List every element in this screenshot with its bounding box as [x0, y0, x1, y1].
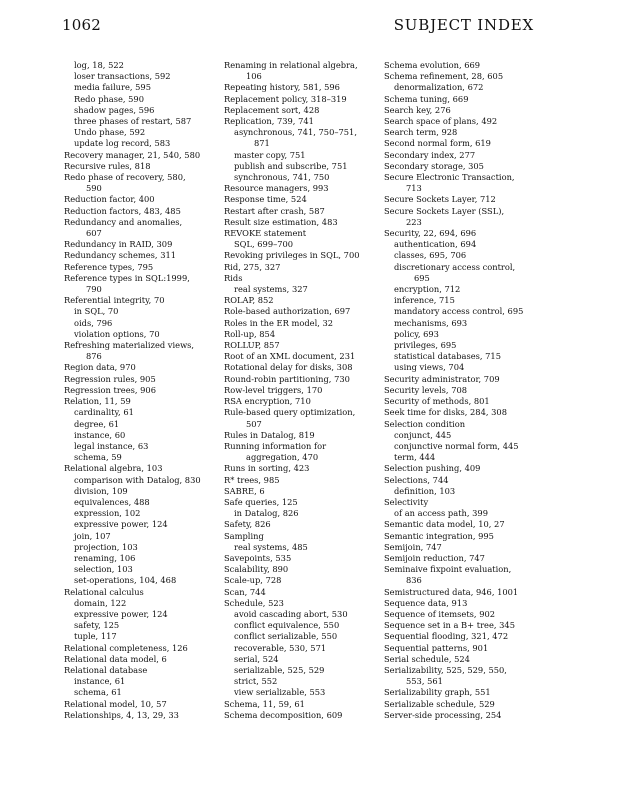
- index-subentry: tuple, 117: [74, 631, 117, 642]
- index-entry: R* trees, 985: [224, 474, 280, 485]
- index-subentry: expressive power, 124: [74, 608, 168, 619]
- index-entry: Sequence data, 913: [384, 597, 468, 608]
- index-entry: Root of an XML document, 231: [224, 351, 356, 362]
- index-entry: RSA encryption, 710: [224, 396, 311, 407]
- index-subentry: instance, 61: [74, 676, 126, 687]
- index-entry: Replication, 739, 741: [224, 116, 314, 127]
- index-entry: Relational calculus: [64, 586, 144, 597]
- index-entry: Schema tuning, 669: [384, 93, 469, 104]
- index-subentry: serializable, 525, 529: [234, 664, 325, 675]
- index-subentry: join, 107: [74, 530, 111, 541]
- index-subentry: oids, 796: [74, 317, 113, 328]
- index-entry-continuation: 590: [86, 183, 102, 194]
- index-entry: Seminaive fixpoint evaluation,: [384, 564, 512, 575]
- index-entry: Secondary index, 277: [384, 149, 476, 160]
- index-subentry: real systems, 485: [234, 541, 308, 552]
- index-subentry: expression, 102: [74, 508, 141, 519]
- index-entry: Role-based authorization, 697: [224, 306, 351, 317]
- index-column-left: [64, 60, 216, 721]
- index-entry: Regression trees, 906: [64, 384, 156, 395]
- index-entry: SABRE, 6: [224, 485, 265, 496]
- index-entry-continuation: 836: [406, 575, 422, 586]
- index-subentry: shadow pages, 596: [74, 104, 155, 115]
- index-subentry: authentication, 694: [394, 239, 477, 250]
- index-subentry: master copy, 751: [234, 149, 306, 160]
- index-subentry: inference, 715: [394, 295, 455, 306]
- index-subentry: encryption, 712: [394, 284, 461, 295]
- index-entry: Renaming in relational algebra,: [224, 60, 358, 70]
- index-entry: Rule-based query optimization,: [224, 407, 356, 418]
- index-subentry: policy, 693: [394, 328, 439, 339]
- index-entry: Sequence of itemsets, 902: [384, 608, 496, 619]
- index-entry: Semistructured data, 946, 1001: [384, 586, 519, 597]
- index-entry: Sampling: [224, 530, 264, 541]
- index-entry: Secondary storage, 305: [384, 160, 484, 171]
- index-entry: Serial schedule, 524: [384, 653, 470, 664]
- index-entry: Redundancy in RAID, 309: [64, 239, 173, 250]
- index-entry: Schedule, 523: [224, 597, 284, 608]
- index-subentry: in Datalog, 826: [234, 508, 299, 519]
- index-entry: Sequential flooding, 321, 472: [384, 631, 509, 642]
- index-entry: Secure Sockets Layer (SSL),: [384, 205, 505, 216]
- index-entry: ROLAP, 852: [224, 295, 274, 306]
- index-subentry: schema, 59: [74, 452, 122, 463]
- index-subentry: discretionary access control,: [394, 261, 516, 272]
- index-subentry: statistical databases, 715: [394, 351, 501, 362]
- index-subentry: cardinality, 61: [74, 407, 134, 418]
- index-subentry: denormalization, 672: [394, 82, 484, 93]
- index-subentry: SQL, 699–700: [234, 239, 294, 250]
- index-entry: Scalability, 890: [224, 564, 289, 575]
- index-entry: Semijoin, 747: [384, 541, 442, 552]
- index-entry: Response time, 524: [224, 194, 307, 205]
- index-entry: Second normal form, 619: [384, 138, 491, 149]
- index-subentry: Undo phase, 592: [74, 127, 146, 138]
- index-entry: Security of methods, 801: [384, 396, 490, 407]
- index-entry: Regression rules, 905: [64, 373, 156, 384]
- index-subentry: domain, 122: [74, 597, 127, 608]
- index-entry: Referential integrity, 70: [64, 295, 165, 306]
- index-entry: Refreshing materialized views,: [64, 340, 195, 351]
- index-entry: Search term, 928: [384, 127, 458, 138]
- index-subentry: projection, 103: [74, 541, 138, 552]
- index-entry: Security administrator, 709: [384, 373, 500, 384]
- index-column-right: [384, 60, 552, 721]
- index-entry: Relational database: [64, 664, 148, 675]
- index-entry-continuation: 507: [246, 418, 262, 429]
- index-entry-continuation: 223: [406, 216, 422, 227]
- index-subentry: conflict serializable, 550: [234, 631, 338, 642]
- index-entry: Reduction factors, 483, 485: [64, 205, 181, 216]
- index-subentry: schema, 61: [74, 687, 122, 698]
- index-entry: Serializability graph, 551: [384, 687, 491, 698]
- index-subentry: set-operations, 104, 468: [74, 575, 177, 586]
- index-entry: Selection condition: [384, 418, 466, 429]
- page-number: 1062: [62, 16, 101, 34]
- index-subentry: instance, 60: [74, 429, 126, 440]
- index-entry: Region data, 970: [64, 362, 136, 373]
- running-title: SUBJECT INDEX: [393, 16, 534, 34]
- index-subentry: violation options, 70: [74, 328, 160, 339]
- index-subentry: log, 18, 522: [74, 60, 124, 70]
- index-entry: Safety, 826: [224, 519, 271, 530]
- index-entry: Rules in Datalog, 819: [224, 429, 315, 440]
- index-entry: Safe queries, 125: [224, 496, 298, 507]
- index-subentry: comparison with Datalog, 830: [74, 474, 201, 485]
- index-entry: Serializability, 525, 529, 550,: [384, 664, 507, 675]
- index-entry: Recursive rules, 818: [64, 160, 151, 171]
- index-entry: Security, 22, 694, 696: [384, 228, 477, 239]
- index-entry: Semantic data model, 10, 27: [384, 519, 505, 530]
- index-subentry: Redo phase, 590: [74, 93, 144, 104]
- index-entry: Rids: [224, 272, 243, 283]
- index-subentry: strict, 552: [234, 676, 278, 687]
- index-entry: Schema evolution, 669: [384, 60, 481, 70]
- index-entry: Secure Electronic Transaction,: [384, 172, 515, 183]
- index-columns: [64, 60, 544, 780]
- index-entry: Security levels, 708: [384, 384, 468, 395]
- index-entry-continuation: 607: [86, 228, 102, 239]
- index-subentry: selection, 103: [74, 564, 133, 575]
- index-entry-continuation: 695: [414, 272, 430, 283]
- page-header: [62, 16, 534, 42]
- index-entry: Relational completeness, 126: [64, 642, 188, 653]
- index-entry: Redundancy schemes, 311: [64, 250, 177, 261]
- index-entry: Server-side processing, 254: [384, 709, 502, 720]
- index-subentry: renaming, 106: [74, 552, 136, 563]
- index-entry: Sequential patterns, 901: [384, 642, 489, 653]
- index-subentry: loser transactions, 592: [74, 71, 171, 82]
- index-subentry: synchronous, 741, 750: [234, 172, 330, 183]
- index-subentry: mechanisms, 693: [394, 317, 468, 328]
- index-entry-continuation: 713: [406, 183, 422, 194]
- index-subentry: term, 444: [394, 452, 436, 463]
- index-entry: Reduction factor, 400: [64, 194, 155, 205]
- index-subentry: privileges, 695: [394, 340, 457, 351]
- index-entry: Running information for: [224, 440, 327, 451]
- index-entry: Schema refinement, 28, 605: [384, 71, 504, 82]
- index-entry: Secure Sockets Layer, 712: [384, 194, 496, 205]
- index-entry: Search space of plans, 492: [384, 116, 498, 127]
- index-subentry: equivalences, 488: [74, 496, 150, 507]
- index-entry: Relational model, 10, 57: [64, 698, 167, 709]
- index-subentry: using views, 704: [394, 362, 465, 373]
- index-subentry: conjunct, 445: [394, 429, 452, 440]
- index-subentry: mandatory access control, 695: [394, 306, 524, 317]
- index-entry: Selections, 744: [384, 474, 449, 485]
- index-entry-continuation: aggregation, 470: [246, 452, 319, 463]
- index-column-middle: [224, 60, 384, 721]
- index-entry: Rotational delay for disks, 308: [224, 362, 353, 373]
- index-entry: Sequence set in a B+ tree, 345: [384, 620, 515, 631]
- index-subentry: division, 109: [74, 485, 128, 496]
- index-entry: Roll-up, 854: [224, 328, 276, 339]
- index-entry: Semijoin reduction, 747: [384, 552, 485, 563]
- index-subentry: conjunctive normal form, 445: [394, 440, 519, 451]
- index-subentry: expressive power, 124: [74, 519, 168, 530]
- index-subentry: serial, 524: [234, 653, 279, 664]
- index-entry: Selection pushing, 409: [384, 463, 481, 474]
- index-subentry: of an access path, 399: [394, 508, 488, 519]
- index-entry: Recovery manager, 21, 540, 580: [64, 149, 201, 160]
- index-entry-continuation: 871: [254, 138, 270, 149]
- index-entry: Replacement sort, 428: [224, 104, 320, 115]
- index-entry: Rid, 275, 327: [224, 261, 281, 272]
- index-entry: Reference types in SQL:1999,: [64, 272, 190, 283]
- index-subentry: publish and subscribe, 751: [234, 160, 348, 171]
- index-entry: Scan, 744: [224, 586, 266, 597]
- index-subentry: update log record, 583: [74, 138, 171, 149]
- index-entry: Runs in sorting, 423: [224, 463, 310, 474]
- index-subentry: real systems, 327: [234, 284, 308, 295]
- index-entry: Seek time for disks, 284, 308: [384, 407, 507, 418]
- index-entry: Reference types, 795: [64, 261, 154, 272]
- index-entry: Result size estimation, 483: [224, 216, 338, 227]
- index-subentry: avoid cascading abort, 530: [234, 608, 348, 619]
- index-entry: Redo phase of recovery, 580,: [64, 172, 186, 183]
- index-entry: Restart after crash, 587: [224, 205, 325, 216]
- index-subentry: three phases of restart, 587: [74, 116, 192, 127]
- index-subentry: conflict equivalence, 550: [234, 620, 340, 631]
- index-entry: Savepoints, 535: [224, 552, 292, 563]
- index-subentry: definition, 103: [394, 485, 456, 496]
- index-entry: Redundancy and anomalies,: [64, 216, 183, 227]
- index-entry: Semantic integration, 995: [384, 530, 494, 541]
- index-entry-continuation: 553, 561: [406, 676, 443, 687]
- index-entry: Relationships, 4, 13, 29, 33: [64, 709, 179, 720]
- index-entry: Resource managers, 993: [224, 183, 329, 194]
- index-entry: Schema decomposition, 609: [224, 709, 343, 720]
- index-entry: Revoking privileges in SQL, 700: [224, 250, 360, 261]
- index-entry: Roles in the ER model, 32: [224, 317, 334, 328]
- index-subentry: safety, 125: [74, 620, 120, 631]
- index-entry: ROLLUP, 857: [224, 340, 280, 351]
- index-entry: Relation, 11, 59: [64, 396, 131, 407]
- index-entry-continuation: 790: [86, 284, 102, 295]
- index-entry-continuation: 876: [86, 351, 102, 362]
- index-entry: Serializable schedule, 529: [384, 698, 495, 709]
- index-subentry: classes, 695, 706: [394, 250, 467, 261]
- index-subentry: asynchronous, 741, 750–751,: [234, 127, 357, 138]
- index-entry: REVOKE statement: [224, 228, 307, 239]
- index-entry: Relational data model, 6: [64, 653, 167, 664]
- index-entry: Scale-up, 728: [224, 575, 282, 586]
- index-entry: Search key, 276: [384, 104, 451, 115]
- index-subentry: in SQL, 70: [74, 306, 119, 317]
- index-subentry: legal instance, 63: [74, 440, 149, 451]
- index-entry: Selectivity: [384, 496, 429, 507]
- index-entry: Row-level triggers, 170: [224, 384, 323, 395]
- index-entry: Schema, 11, 59, 61: [224, 698, 305, 709]
- index-subentry: media failure, 595: [74, 82, 151, 93]
- index-entry: Repeating history, 581, 596: [224, 82, 340, 93]
- index-entry: Relational algebra, 103: [64, 463, 163, 474]
- index-entry-continuation: 106: [246, 71, 262, 82]
- index-entry: Replacement policy, 318–319: [224, 93, 347, 104]
- index-subentry: degree, 61: [74, 418, 120, 429]
- index-entry: Round-robin partitioning, 730: [224, 373, 350, 384]
- index-subentry: view serializable, 553: [234, 687, 326, 698]
- index-subentry: recoverable, 530, 571: [234, 642, 327, 653]
